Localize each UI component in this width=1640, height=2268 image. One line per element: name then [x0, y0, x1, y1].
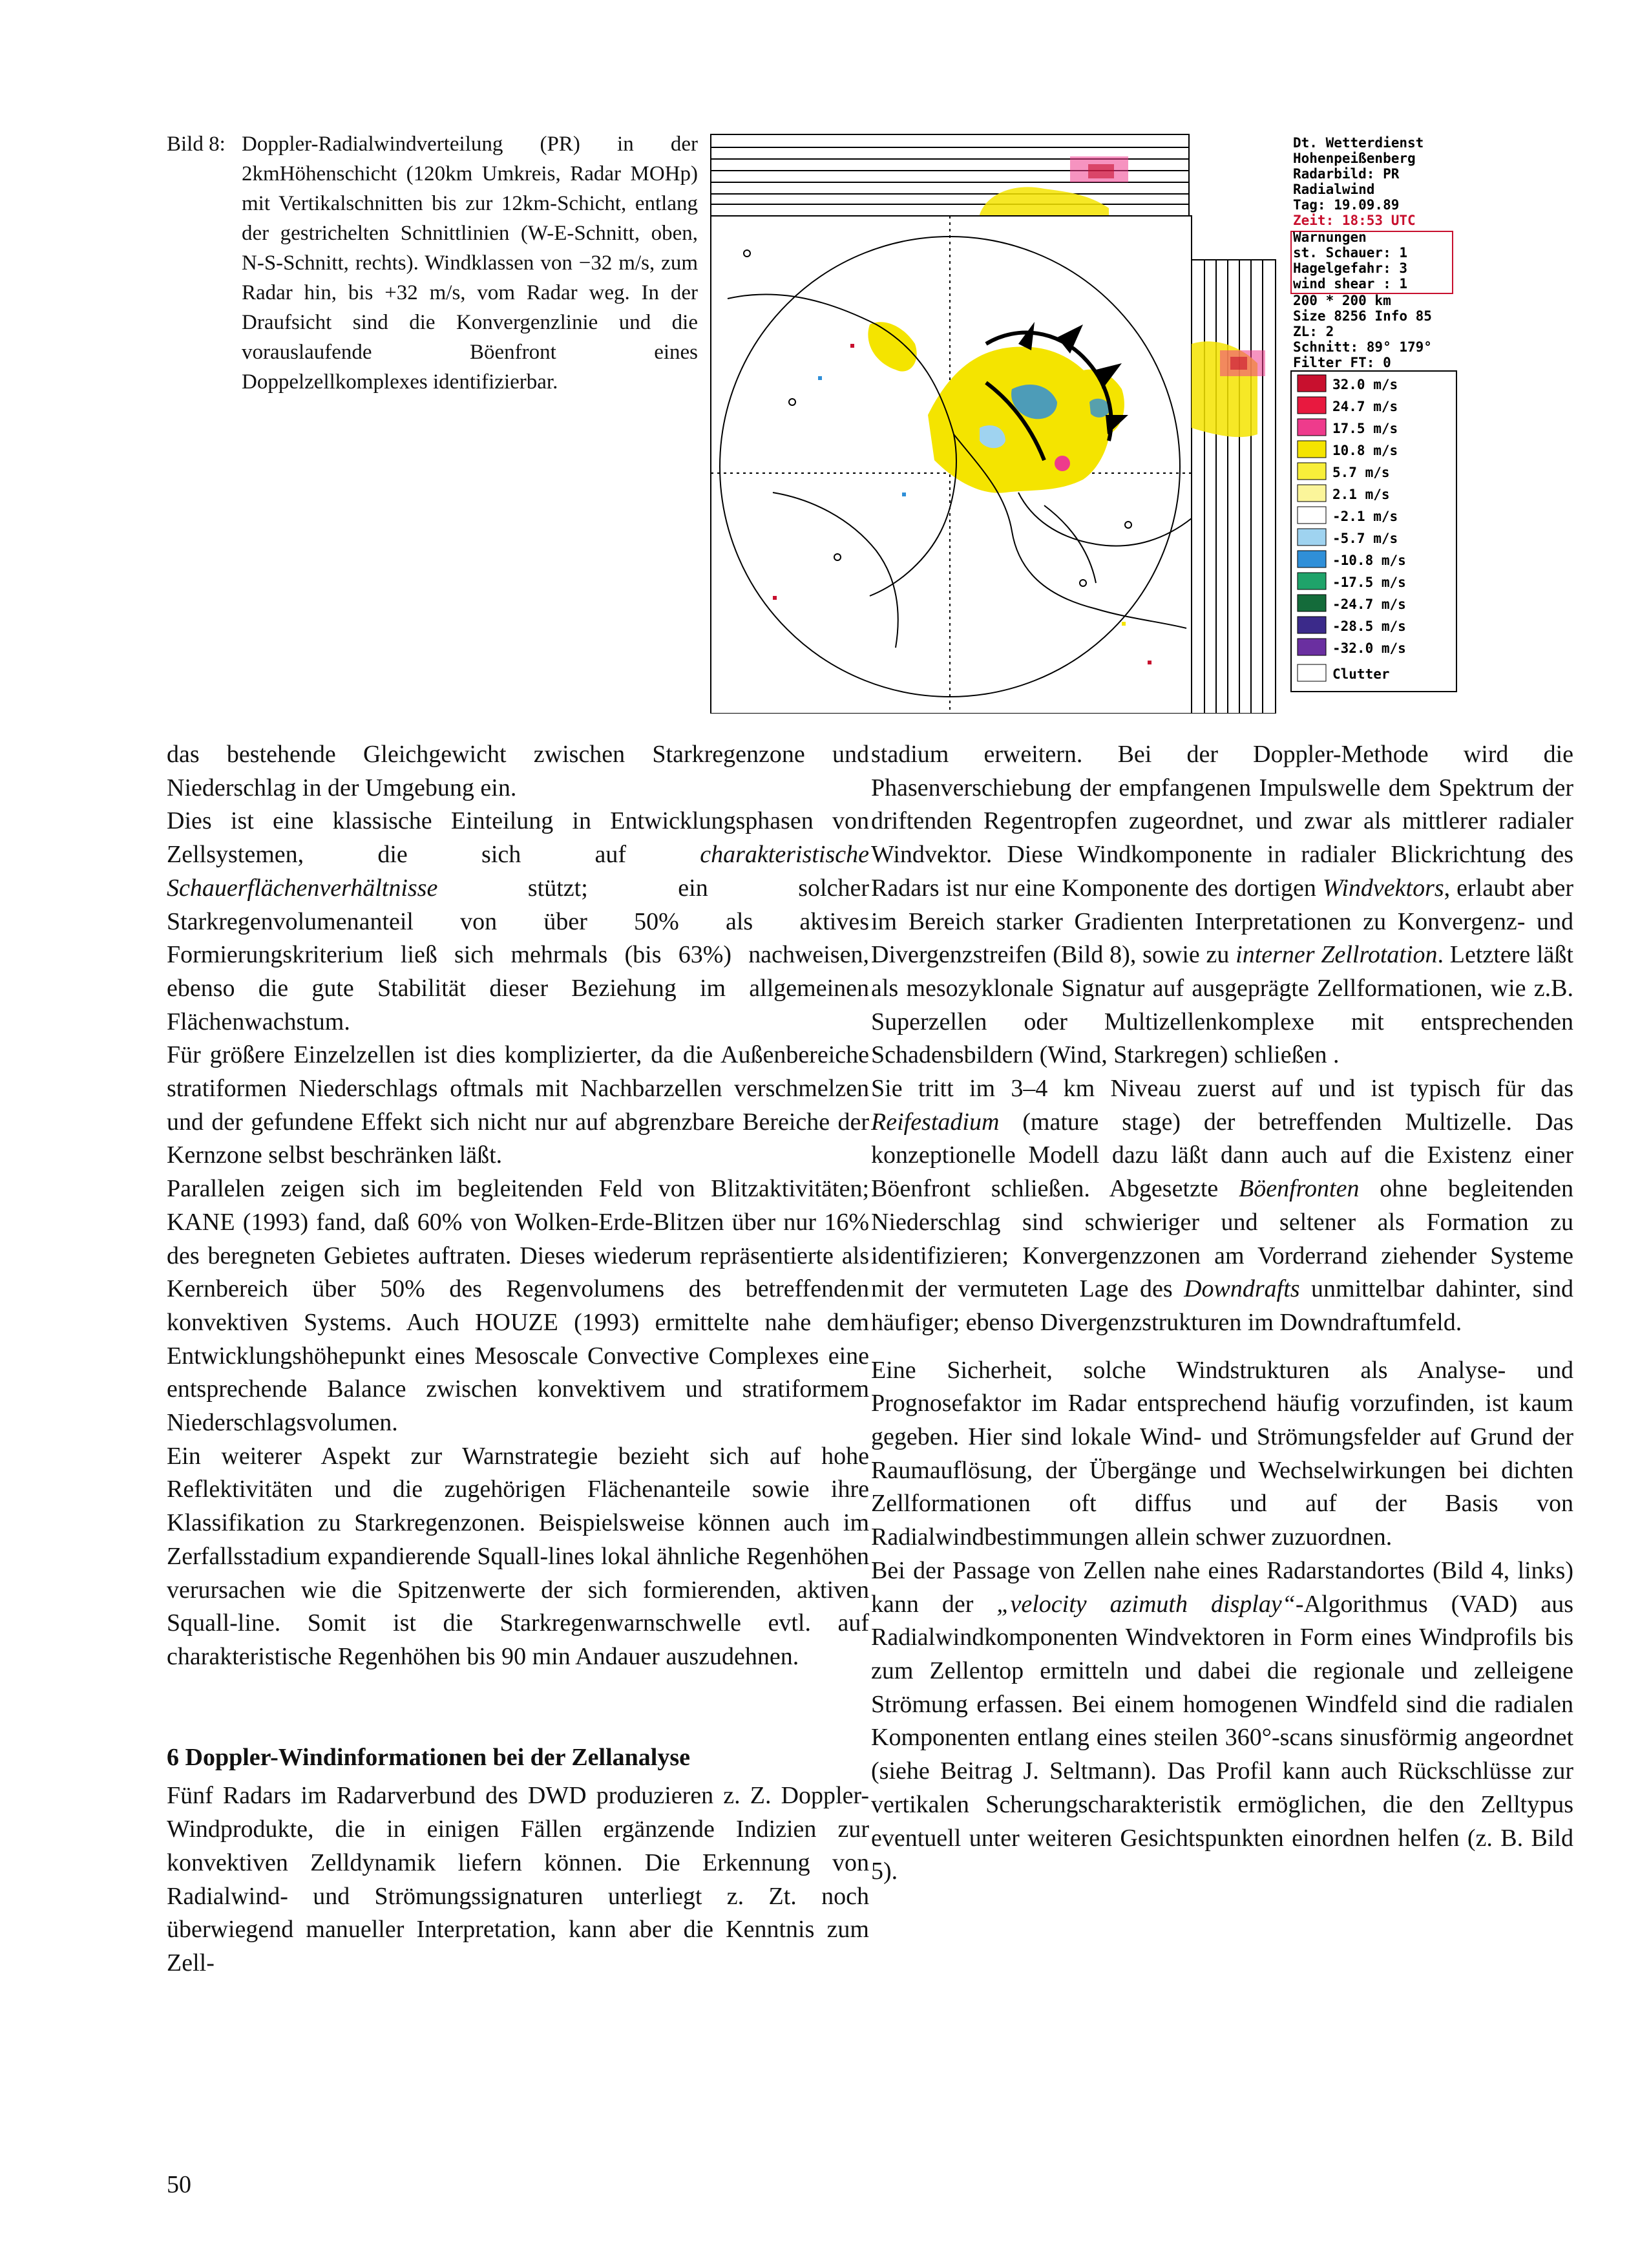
right-paragraph-2: Sie tritt im 3–4 km Niveau zuerst auf und ist typisch für das Reifestadium (mature stage) der betreffenden Multizelle. Das konzeptionelle Modell dazu läßt dann auch auf die Existenz einer Böenfront schließen. Abgesetzte Böenfronten ohne begleitenden Niederschlag sind schwieriger und seltener als Formation zu identifizieren; Konvergenzzonen am Vorderrand ziehender Systeme mit der vermuteten Lage des Downdrafts unmittelbar dahinter, sind häufiger; ebenso Divergenzstrukturen im Downdraftumfeld.	[871, 1075, 1573, 1336]
legend-label-11: -28.5 m/s	[1332, 619, 1406, 634]
figure-caption	[167, 129, 698, 397]
figure-label: Bild 8:	[167, 132, 226, 156]
section-heading: 6 Doppler-Windinformationen bei der Zellanalyse	[167, 1743, 691, 1771]
left-paragraph-5: Ein weiterer Aspekt zur Warnstrategie bezieht sich auf hohe Reflektivitäten und die zugehörigen Flächenanteile sowie ihre Klassifikation zu Starkregenzonen. Beispielsweise können auch im Zerfallsstadium expandierende Squall-lines lokal ähnliche Regenhöhen verursachen wie die Spitzenwerte der sich formierenden, aktiven Squall-line. Somit ist die Starkregenwarnschwelle evtl. auf charakteristische Regenhöhen bis 90 min Andauer auszudehnen.	[167, 1442, 869, 1670]
info-line-2: ZL: 2	[1293, 324, 1334, 339]
right-paragraph-1: stadium erweitern. Bei der Doppler-Methode wird die Phasenverschiebung der empfangenen Impulswelle dem Spektrum der driftenden Regentropfen zugeordnet, und zwar als mittlerer radialer Windvektor. Diese Windkomponente in radialer Blickrichtung des Radars ist nur eine Komponente des dortigen Windvektors, erlaubt aber im Bereich starker Gradienten Interpretationen zu Konvergenz- und Divergenzstreifen (Bild 8), sowie zu interner Zellrotation. Letztere läßt als mesozyklonale Signatur auf ausgeprägte Zellformationen, wie z.B. Superzellen oder Multizellenkomplexe mit entsprechenden Schadensbildern (Wind, Starkregen) schließen .	[871, 741, 1573, 1069]
info-header-0: Dt. Wetterdienst	[1293, 135, 1424, 151]
legend-label-0: 32.0 m/s	[1332, 377, 1398, 392]
left-paragraph-6: Fünf Radars im Radarverbund des DWD produzieren z. Z. Doppler-Windprodukte, die in einigen Fällen ergänzende Indizien zur konvektiven Zelldynamik liefern können. Die Erkennung von Radialwind- und Strömungssignaturen unterliegt z. Zt. noch überwiegend manueller Interpretation, kann aber die Kenntnis zum Zell-	[167, 1782, 869, 1977]
legend-label-8: -10.8 m/s	[1332, 553, 1406, 568]
figure-caption-text: Doppler-Radialwindverteilung (PR) in der 2kmHöhenschicht (120km Umkreis, Radar MOHp) mit Vertikalschnitten bis zur 12km-Schicht, entlang der gestrichelten Schnittlinien (W-E-Schnitt, oben, N-S-Schnitt, rechts). Windklassen von −32 m/s, zum Radar hin, bis +32 m/s, vom Radar weg. In der Draufsicht sind die Konvergenzlinie und die vorauslaufende Böenfront eines Doppelzellkomplexes identifizierbar.	[242, 132, 698, 394]
radar-figure	[708, 131, 1481, 714]
info-line-4: Filter FT: 0	[1293, 355, 1391, 370]
map-area	[711, 216, 1192, 714]
info-header-3: Radialwind	[1293, 182, 1375, 197]
legend-label-3: 10.8 m/s	[1332, 443, 1398, 458]
legend-label-4: 5.7 m/s	[1332, 465, 1390, 480]
info-line-0: 200 * 200 km	[1293, 293, 1391, 308]
right-column	[871, 738, 1573, 1889]
info-line-1: Size 8256 Info 85	[1293, 308, 1432, 324]
left-paragraph-2: Dies ist eine klassische Einteilung in Entwicklungsphasen von Zellsystemen, die sich auf charakteristische Schauerflächenverhältnisse stützt; ein solcher Starkregenvolumenanteil von über 50% als aktives Formierungskriterium ließ sich mehrmals (bis 63%) nachweisen, ebenso die gute Stabilität dieser Beziehung im allgemeinen Flächenwachstum.	[167, 807, 869, 1035]
legend-label-2: 17.5 m/s	[1332, 421, 1398, 436]
page-number: 50	[167, 2171, 191, 2198]
info-time: Zeit: 18:53 UTC	[1293, 213, 1416, 228]
left-column	[167, 738, 869, 1980]
left-paragraph-4: Parallelen zeigen sich im begleitenden Feld von Blitzaktivitäten; KANE (1993) fand, daß 60% von Wolken-Erde-Blitzen über nur 16% des beregneten Gebietes auftraten. Dieses wiederum repräsentierte als Kernbereich über 50% des Regenvolumens des betreffenden konvektiven Systems. Auch HOUZE (1993) ermittelte nahe dem Entwicklungshöhepunkt eines Mesoscale Convective Complexes eine entsprechende Balance zwischen konvektivem und stratiformem Niederschlagsvolumen.	[167, 1175, 869, 1437]
info-line-3: Schnitt: 89° 179°	[1293, 339, 1432, 355]
legend-label-9: -17.5 m/s	[1332, 575, 1406, 590]
warning-2: wind shear : 1	[1293, 276, 1408, 291]
warning-1: Hagelgefahr: 3	[1293, 260, 1408, 276]
legend-label-5: 2.1 m/s	[1332, 487, 1390, 502]
legend-label-7: -5.7 m/s	[1332, 531, 1398, 546]
legend-label-10: -24.7 m/s	[1332, 597, 1406, 612]
legend-label-12: -32.0 m/s	[1332, 641, 1406, 656]
warnings-title: Warnungen	[1293, 229, 1367, 245]
left-paragraph-1: das bestehende Gleichgewicht zwischen Starkregenzone und Niederschlag in der Umgebung ein.	[167, 741, 869, 801]
legend-label-1: 24.7 m/s	[1332, 399, 1398, 414]
right-paragraph-3: Eine Sicherheit, solche Windstrukturen als Analyse- und Prognosefaktor im Radar entsprechend häufig vorzufinden, ist kaum gegeben. Hier sind lokale Wind- und Strömungsfelder auf Grund der Raumauflösung, der Übergänge und Wechselwirkungen bei dichten Zellformationen oft diffus und auf der Basis von Radialwindbestimmungen allein schwer zuzuordnen.	[871, 1356, 1573, 1551]
info-header-1: Hohenpeißenberg	[1293, 151, 1416, 166]
info-header-4: Tag: 19.09.89	[1293, 197, 1400, 213]
legend-label-6: -2.1 m/s	[1332, 509, 1398, 524]
radar-image	[708, 131, 1481, 714]
left-paragraph-3: Für größere Einzelzellen ist dies komplizierter, da die Außenbereiche stratiformen Niederschlags oftmals mit Nachbarzellen verschmelzen und der gefundene Effekt sich nicht nur auf abgrenzbare Bereiche der Kernzone selbst beschränken läßt.	[167, 1041, 869, 1169]
warning-0: st. Schauer: 1	[1293, 245, 1408, 260]
info-header-2: Radarbild: PR	[1293, 166, 1400, 182]
legend-label-13: Clutter	[1332, 666, 1390, 682]
right-paragraph-4: Bei der Passage von Zellen nahe eines Radarstandortes (Bild 4, links) kann der „velocity azimuth display“-Algorithmus (VAD) aus Radialwindkomponenten Windvektoren in Form eines Windprofils bis zum Zellentop ermitteln und dabei die regionale und zelleigene Strömung erfassen. Bei einem homogenen Windfeld sind die radialen Komponenten entlang eines steilen 360°-scans sinusförmig angeordnet (siehe Beitrag J. Seltmann). Das Profil kann auch Rückschlüsse zur vertikalen Scherungscharakteristik ermöglichen, die den Zelltypus eventuell unter weiteren Gesichtspunkten einordnen helfen (z. B. Bild 5).	[871, 1556, 1573, 1885]
